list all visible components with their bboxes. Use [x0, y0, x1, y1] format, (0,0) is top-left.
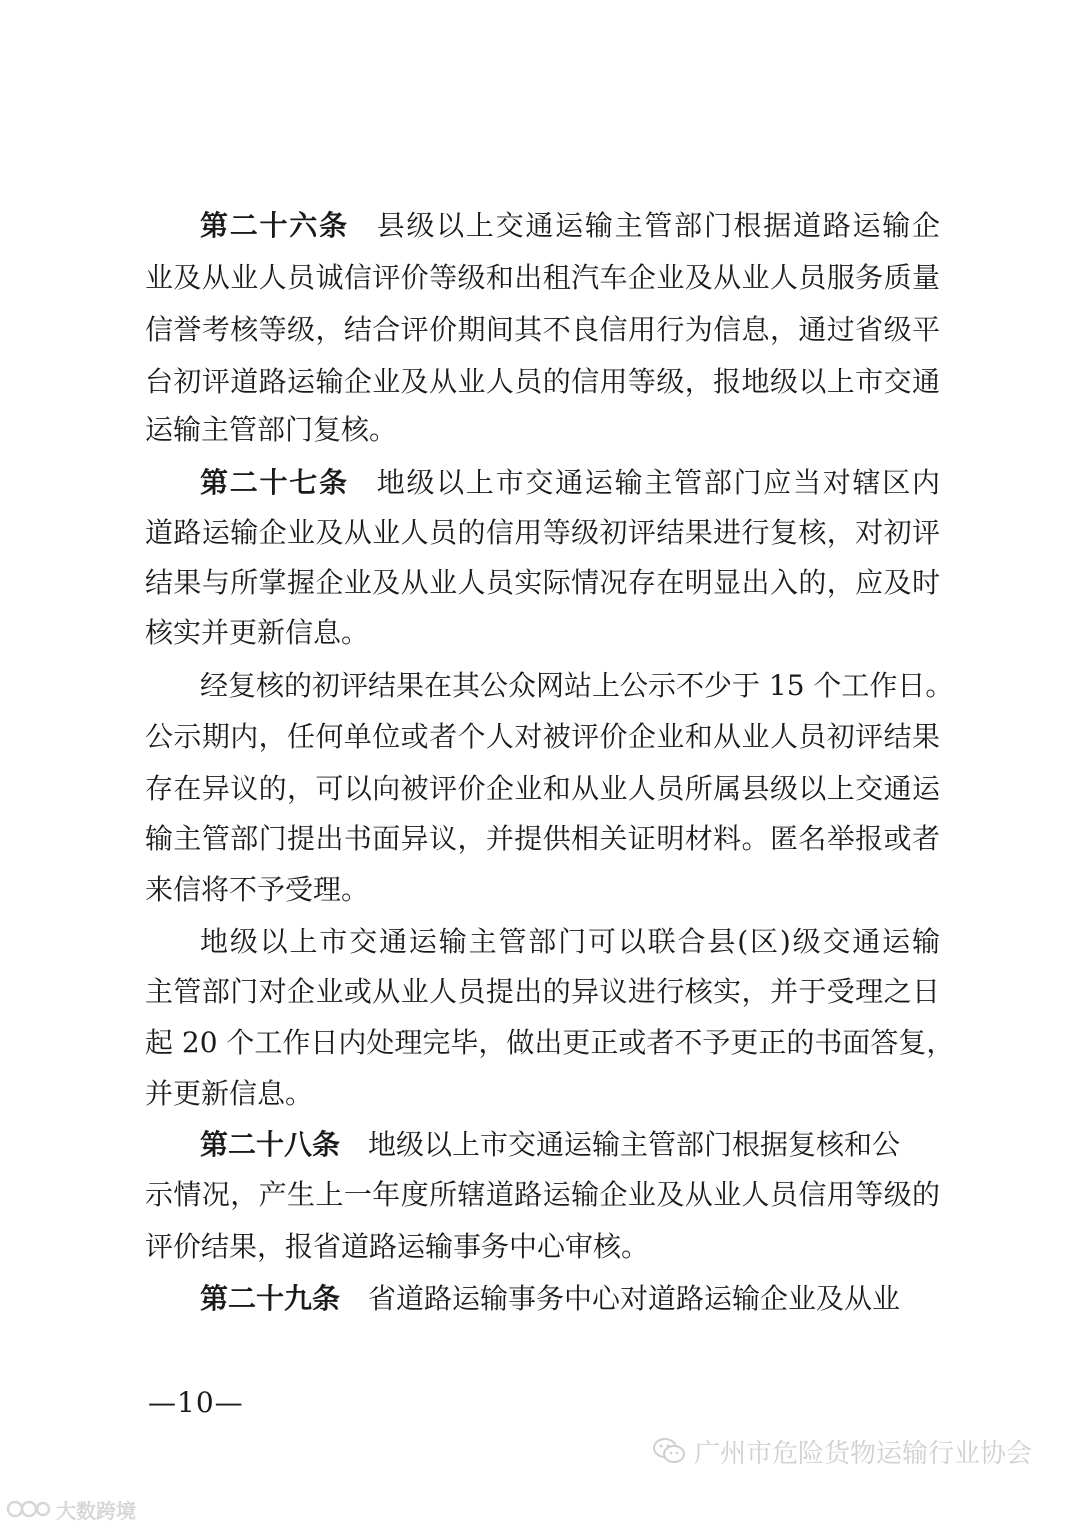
article-26-line-3: 信誉考核等级，结合评价期间其不良信用行为信息，通过省级平 [145, 313, 940, 346]
article-26-heading: 第二十六条 [200, 209, 349, 242]
wechat-icon [652, 1436, 686, 1466]
objection-line-3: 起 20 个工作日内处理完毕，做出更正或者不予更正的书面答复， [145, 1026, 955, 1059]
publicity-line-4: 输主管部门提出书面异议，并提供相关证明材料。匿名举报或者 [145, 822, 940, 855]
article-29-text: 省道路运输事务中心对道路运输企业及从业 [368, 1282, 901, 1315]
source-logo-icon [6, 1498, 52, 1520]
article-27-line-3: 结果与所掌握企业及从业人员实际情况存在明显出入的，应及时 [145, 566, 940, 599]
article-28-text: 地级以上市交通运输主管部门根据复核和公 [368, 1128, 901, 1161]
objection-line-4: 并更新信息。 [145, 1077, 314, 1110]
wechat-watermark [652, 1433, 1032, 1469]
article-29-heading: 第二十九条 [200, 1282, 341, 1315]
article-27-line-1 [200, 463, 940, 503]
article-28-line-2: 示情况，产生上一年度所辖道路运输企业及从业人员信用等级的 [145, 1178, 940, 1211]
article-26-text: 县级以上交通运输主管部门根据道路运输企 [376, 209, 940, 242]
page-number: —10— [148, 1386, 244, 1419]
article-27-text: 地级以上市交通运输主管部门应当对辖区内 [376, 466, 940, 499]
source-logo-text: 大数跨境 [56, 1498, 136, 1523]
article-28-line-1 [200, 1125, 940, 1165]
article-26-line-1 [200, 206, 940, 246]
objection-line-1: 地级以上市交通运输主管部门可以联合县(区)级交通运输 [200, 925, 940, 958]
article-27-line-2: 道路运输企业及从业人员的信用等级初评结果进行复核，对初评 [145, 516, 940, 549]
publicity-line-1: 经复核的初评结果在其公众网站上公示不少于 15 个工作日。 [200, 669, 954, 702]
article-27-line-4: 核实并更新信息。 [145, 616, 370, 649]
wechat-account-name: 广州市危险货物运输行业协会 [694, 1438, 1033, 1469]
objection-line-2: 主管部门对企业或从业人员提出的异议进行核实，并于受理之日 [145, 975, 940, 1008]
article-29-line-1 [200, 1279, 940, 1319]
publicity-line-2: 公示期内，任何单位或者个人对被评价企业和从业人员初评结果 [145, 720, 940, 753]
article-27-heading: 第二十七条 [200, 466, 349, 499]
publicity-line-5: 来信将不予受理。 [145, 873, 370, 906]
article-28-heading: 第二十八条 [200, 1128, 341, 1161]
article-26-line-4: 台初评道路运输企业及从业人员的信用等级，报地级以上市交通 [145, 365, 940, 398]
article-26-line-2: 业及从业人员诚信评价等级和出租汽车企业及从业人员服务质量 [145, 261, 940, 294]
article-26-line-5: 运输主管部门复核。 [145, 413, 398, 446]
publicity-line-3: 存在异议的，可以向被评价企业和从业人员所属县级以上交通运 [145, 772, 940, 805]
article-28-line-3: 评价结果，报省道路运输事务中心审核。 [145, 1230, 650, 1263]
source-watermark [6, 1494, 136, 1524]
